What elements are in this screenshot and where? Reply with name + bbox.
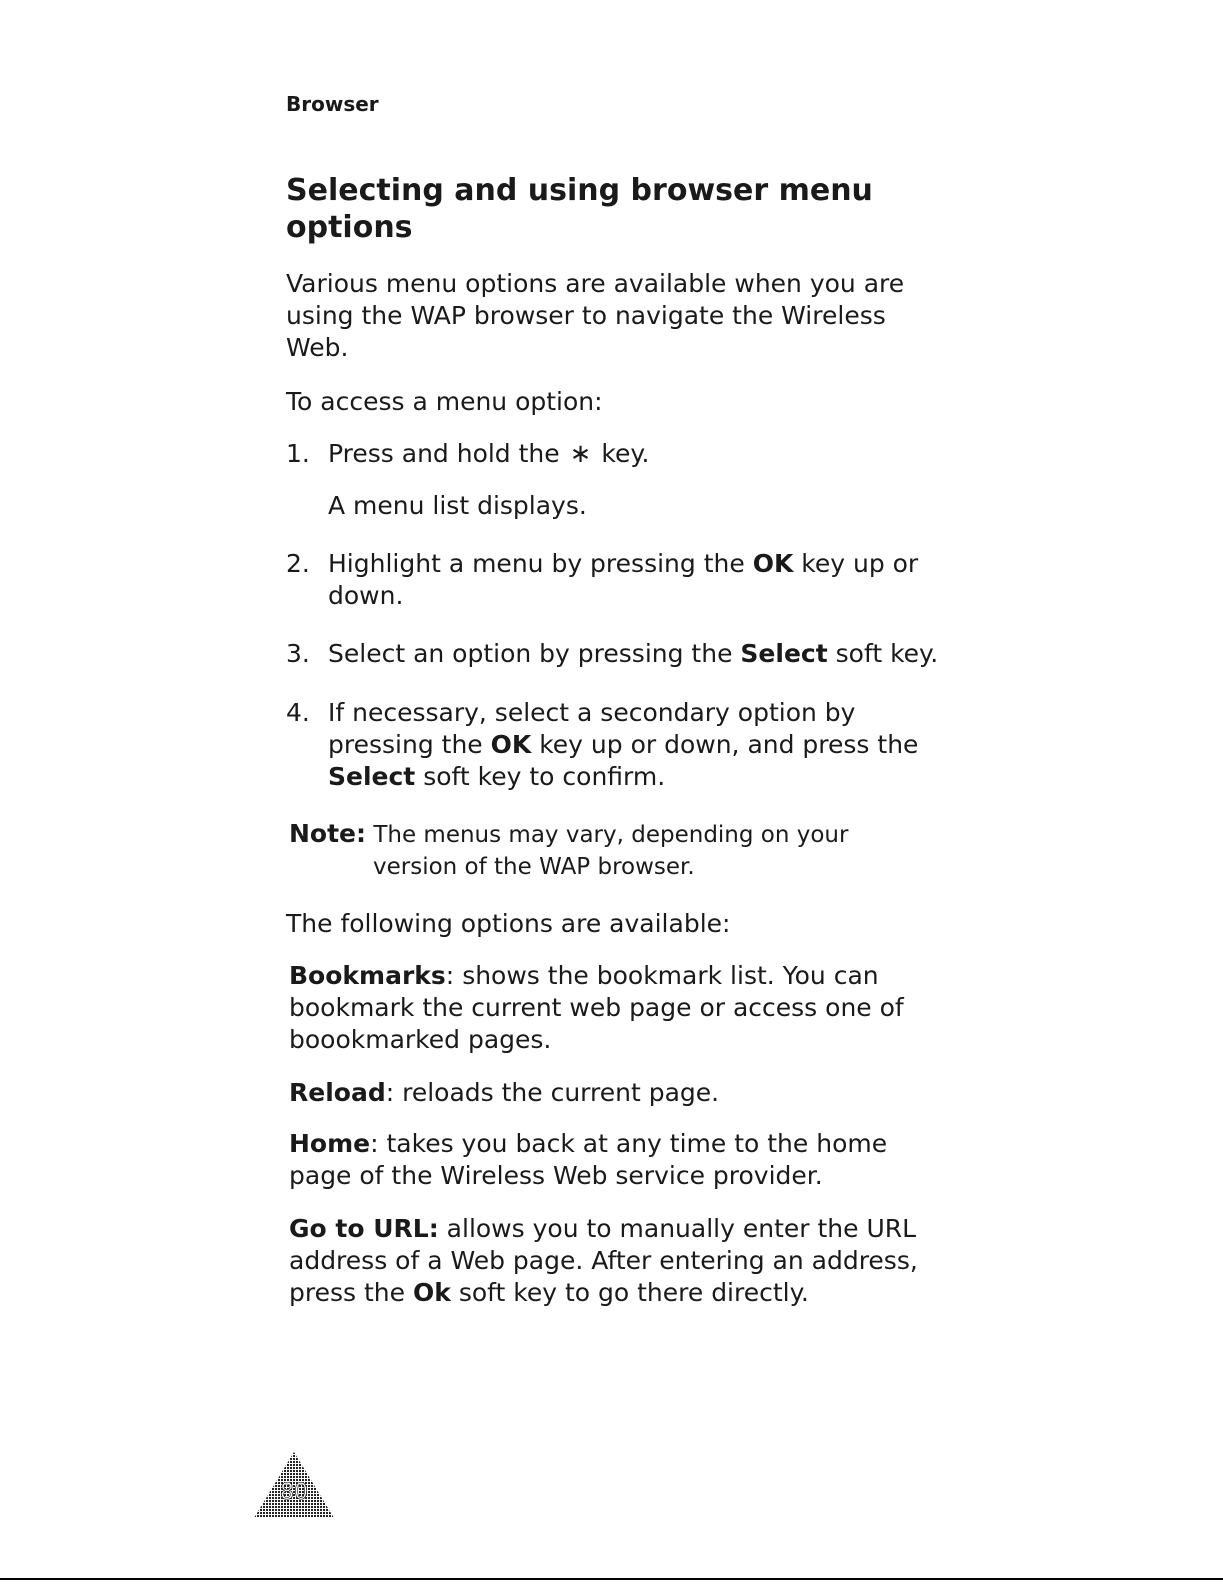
step-text-part: soft key to confirm. bbox=[423, 762, 666, 791]
select-key-label: Select bbox=[328, 762, 416, 791]
option-text: reloads the current page. bbox=[402, 1078, 720, 1107]
step-text-part: key up or bbox=[801, 549, 919, 578]
step-text-part: soft key. bbox=[835, 639, 939, 668]
step-number: 2. bbox=[286, 549, 310, 578]
intro-line-3: Web. bbox=[286, 333, 349, 362]
bottom-rule bbox=[0, 1578, 1223, 1580]
step-text-part: key. bbox=[601, 439, 650, 468]
option-text: page of the Wireless Web service provider. bbox=[289, 1161, 823, 1190]
option-text: address of a Web page. After entering an address, bbox=[289, 1246, 918, 1275]
step-text-part: key up or down, and press the bbox=[539, 730, 919, 759]
option-reload: Reload: reloads the current page. bbox=[289, 1078, 720, 1107]
step-text-part: Highlight a menu by pressing the bbox=[328, 549, 745, 578]
following-paragraph: The following options are available: bbox=[286, 909, 731, 938]
step-1-result: A menu list displays. bbox=[328, 491, 587, 520]
step-text-part: Select an option by pressing the bbox=[328, 639, 733, 668]
title-line-1: Selecting and using browser menu bbox=[286, 173, 873, 208]
step-number: 3. bbox=[286, 639, 310, 668]
step-text-part: If necessary, select a secondary option by bbox=[328, 698, 856, 727]
page-title bbox=[286, 172, 926, 246]
option-text: soft key to go there directly. bbox=[458, 1278, 809, 1307]
option-term: Home bbox=[289, 1129, 371, 1158]
note-line-1: The menus may vary, depending on your bbox=[373, 822, 849, 848]
step-text-part: down. bbox=[328, 581, 404, 610]
option-home: Home: takes you back at any time to the home page of the Wireless Web service provider. bbox=[289, 1129, 888, 1190]
step-text bbox=[328, 638, 956, 670]
step-text bbox=[328, 697, 956, 793]
option-go-to-url bbox=[289, 1213, 949, 1309]
option-text: takes you back at any time to the home bbox=[386, 1129, 888, 1158]
page-number-badge bbox=[254, 1452, 334, 1518]
ok-key-label: OK bbox=[752, 549, 794, 578]
intro-line-2: using the WAP browser to navigate the Wireless bbox=[286, 301, 886, 330]
ok-key-label: OK bbox=[490, 730, 532, 759]
option-term: Bookmarks bbox=[289, 961, 446, 990]
access-paragraph: To access a menu option: bbox=[286, 387, 603, 416]
option-text: press the bbox=[289, 1278, 406, 1307]
option-text: bookmark the current web page or access one of bbox=[289, 993, 904, 1022]
section-header: Browser bbox=[286, 92, 379, 116]
intro-line-1: Various menu options are available when you are bbox=[286, 269, 905, 298]
option-text: shows the bookmark list. You can bbox=[462, 961, 879, 990]
step-number: 4. bbox=[286, 698, 310, 727]
step-text bbox=[328, 548, 956, 612]
select-key-label: Select bbox=[740, 639, 828, 668]
step-text bbox=[328, 438, 956, 470]
option-term: Reload bbox=[289, 1078, 386, 1107]
step-text-part: Press and hold the bbox=[328, 439, 560, 468]
title-line-2: options bbox=[286, 210, 413, 245]
note-line-2: version of the WAP browser. bbox=[373, 854, 695, 880]
option-text: allows you to manually enter the URL bbox=[446, 1214, 917, 1243]
step-number: 1. bbox=[286, 439, 310, 468]
option-bookmarks: Bookmarks: shows the bookmark list. You can bookmark the current web page or access one of boookmarked pages. bbox=[289, 961, 904, 1054]
page-number: 80 bbox=[280, 1480, 308, 1505]
ok-key-label: Ok bbox=[412, 1278, 451, 1307]
option-text: boookmarked pages. bbox=[289, 1025, 552, 1054]
intro-paragraph bbox=[286, 268, 946, 364]
step-text-part: pressing the bbox=[328, 730, 483, 759]
star-key-icon: ∗ bbox=[569, 439, 592, 469]
note-label: Note bbox=[289, 819, 357, 848]
note: Note: The menus may vary, depending on your version of the WAP browser. bbox=[289, 818, 909, 883]
option-term: Go to URL: bbox=[289, 1214, 439, 1243]
